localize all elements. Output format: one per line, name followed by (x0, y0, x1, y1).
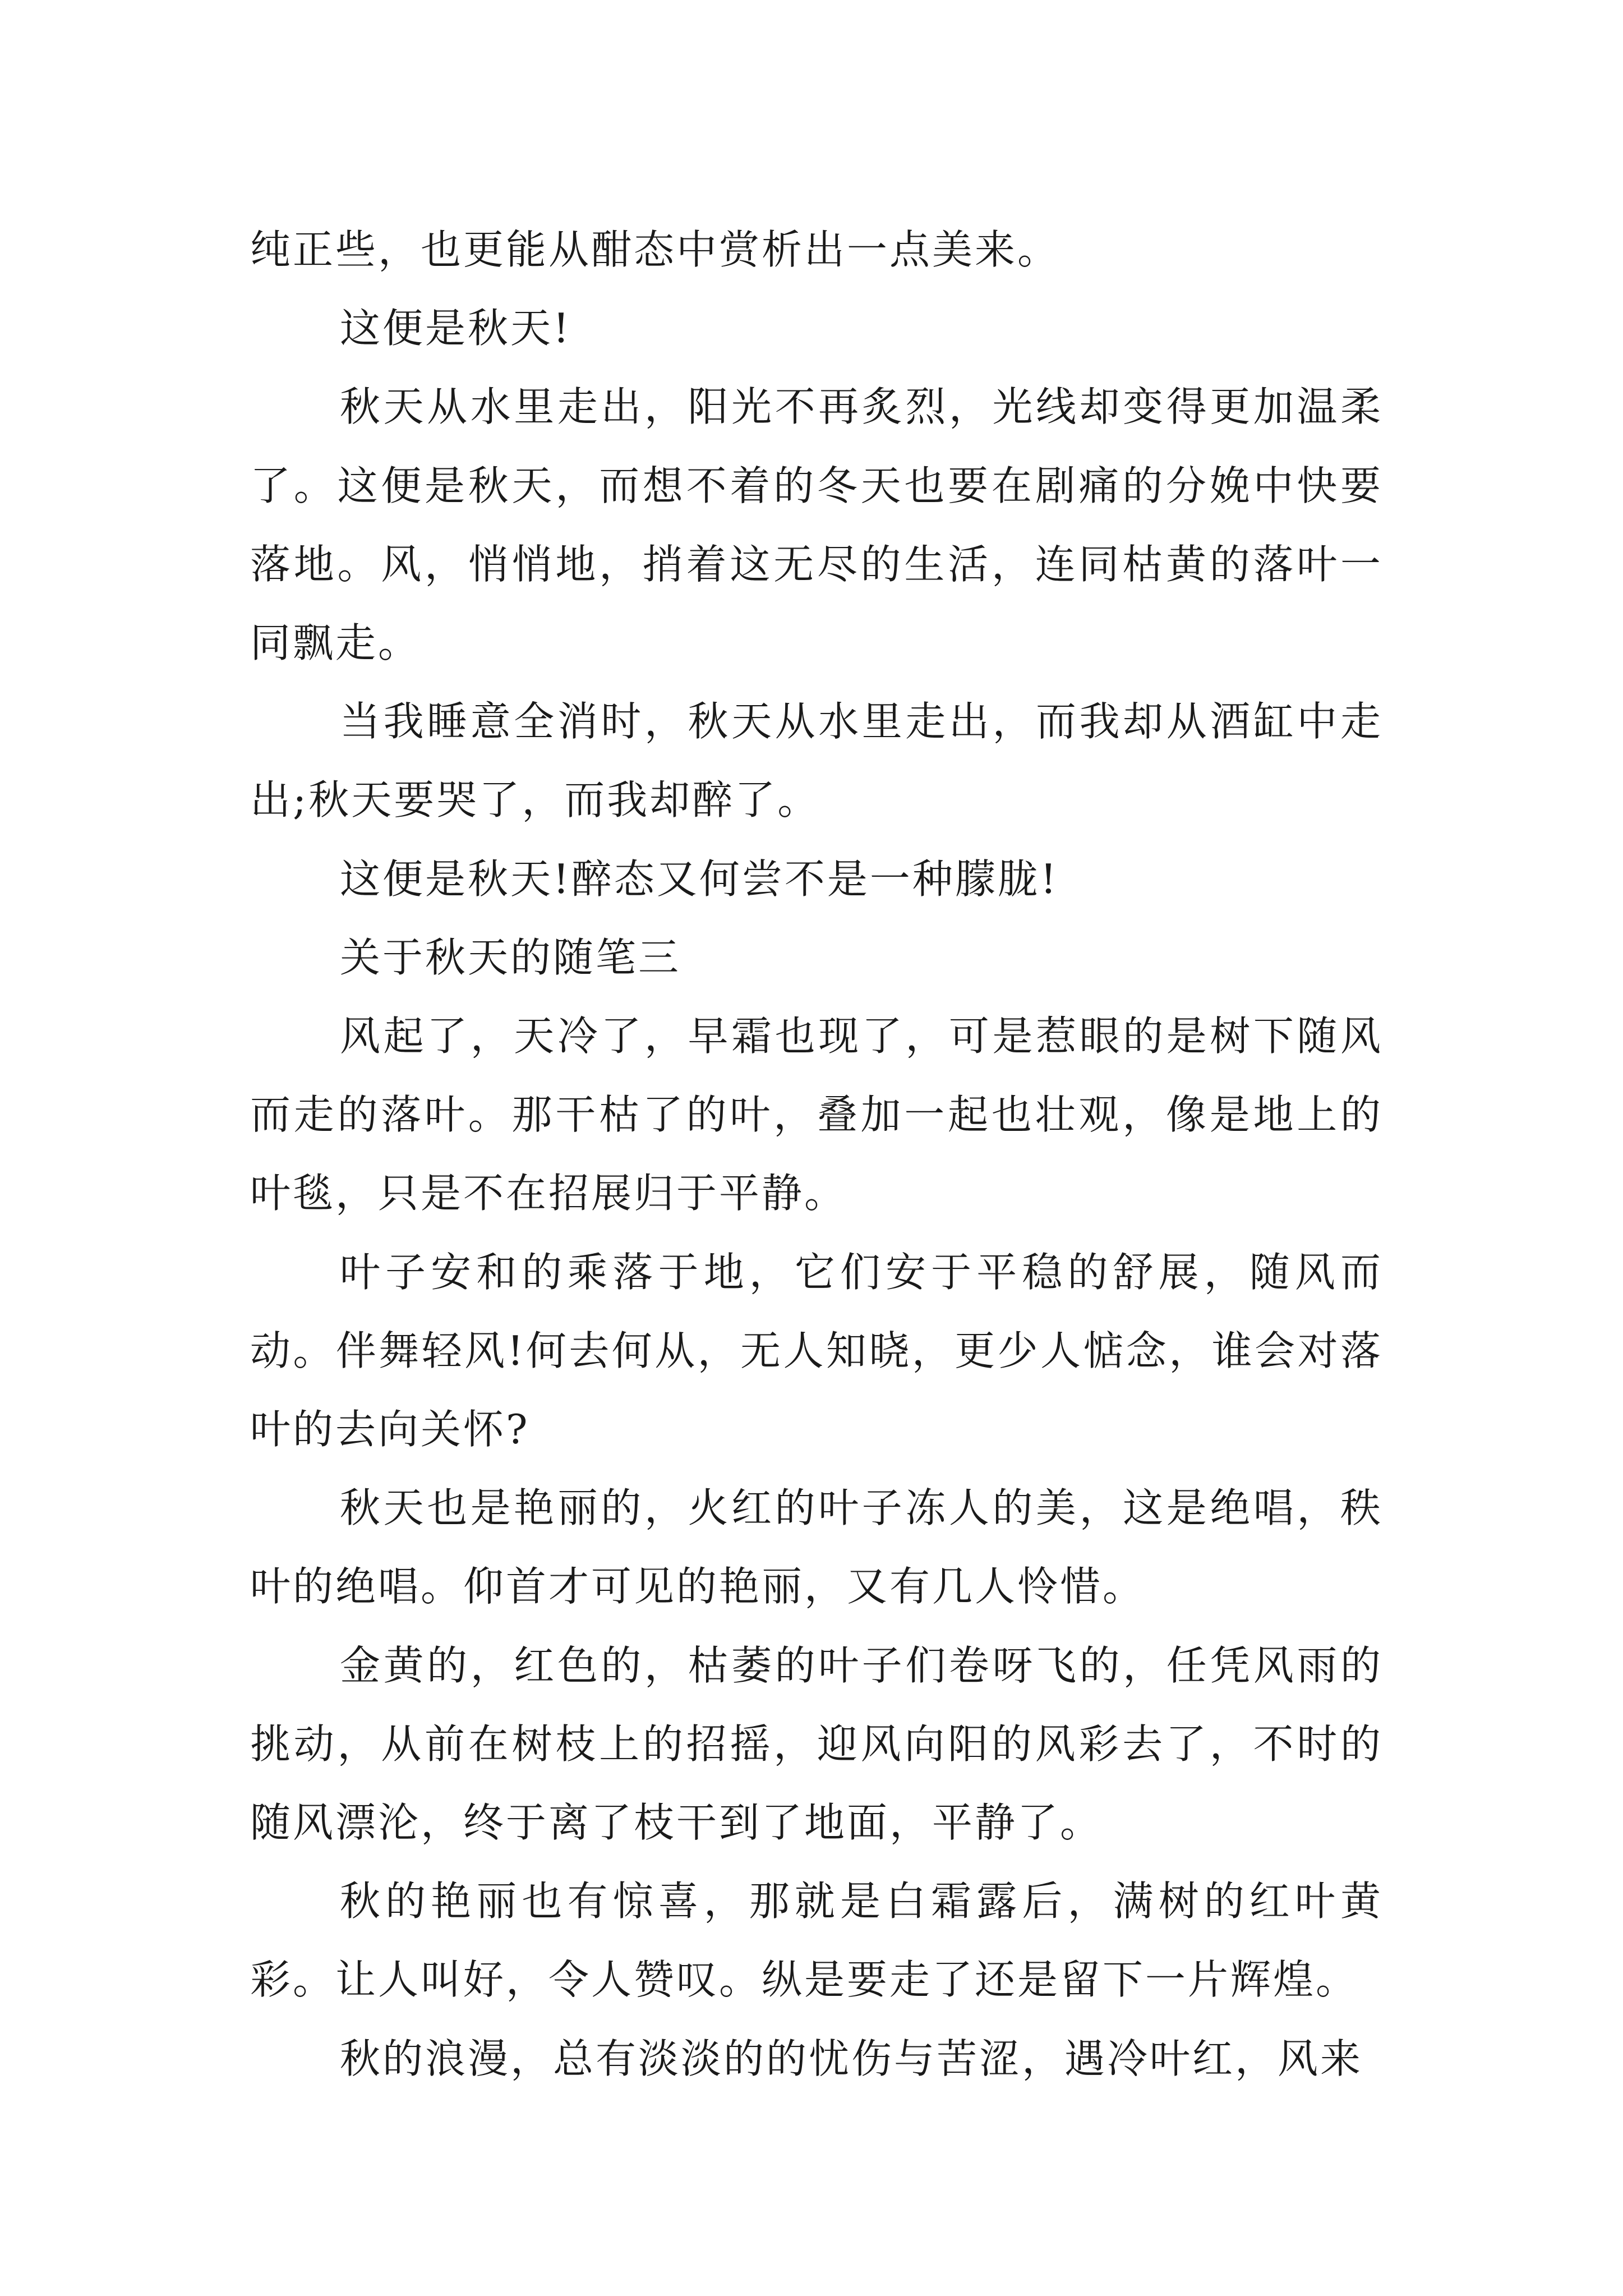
paragraph-4: 当我睡意全消时，秋天从水里走出，而我却从酒缸中走出;秋天要哭了，而我却醉了。 (250, 698, 1383, 824)
paragraph-10: 金黄的，红色的，枯萎的叶子们卷呀飞的，任凭风雨的挑动，从前在树枝上的招摇，迎风向阳的风彩去了，不时的随风漂沦，终于离了枝干到了地面，平静了。 (250, 1641, 1383, 1847)
paragraph-7: 风起了，天冷了，早霜也现了，可是惹眼的是树下随风而走的落叶。那干枯了的叶，叠加一起也壮观，像是地上的叶毯，只是不在招展归于平静。 (250, 1013, 1383, 1217)
paragraph-1: 纯正些，也更能从酣态中赏析出一点美来。 (250, 226, 1061, 273)
document-body (250, 210, 1383, 2098)
paragraph-8: 叶子安和的乘落于地，它们安于平稳的舒展，随风而动。伴舞轻风!何去何从，无人知晓，更少人惦念，谁会对落叶的去向关怀? (250, 1248, 1383, 1453)
paragraph-5: 这便是秋天!醉态又何尝不是一种朦胧! (340, 855, 1059, 903)
paragraph-3: 秋天从水里走出，阳光不再炙烈，光线却变得更加温柔了。这便是秋天，而想不着的冬天也要在剧痛的分娩中快要落地。风，悄悄地，捎着这无尽的生活，连同枯黄的落叶一同飘走。 (250, 383, 1383, 667)
paragraph-12: 秋的浪漫，总有淡淡的的忧伤与苦涩，遇冷叶红，风来 (340, 2035, 1363, 2082)
section-heading: 关于秋天的随笔三 (340, 933, 681, 981)
paragraph-2: 这便是秋天! (340, 305, 571, 352)
paragraph-9: 秋天也是艳丽的，火红的叶子冻人的美，这是绝唱，秩叶的绝唱。仰首才可见的艳丽，又有几人怜惜。 (250, 1484, 1383, 1611)
paragraph-11: 秋的艳丽也有惊喜，那就是白霜露后，满树的红叶黄彩。让人叫好，令人赞叹。纵是要走了还是留下一片辉煌。 (250, 1878, 1383, 2004)
